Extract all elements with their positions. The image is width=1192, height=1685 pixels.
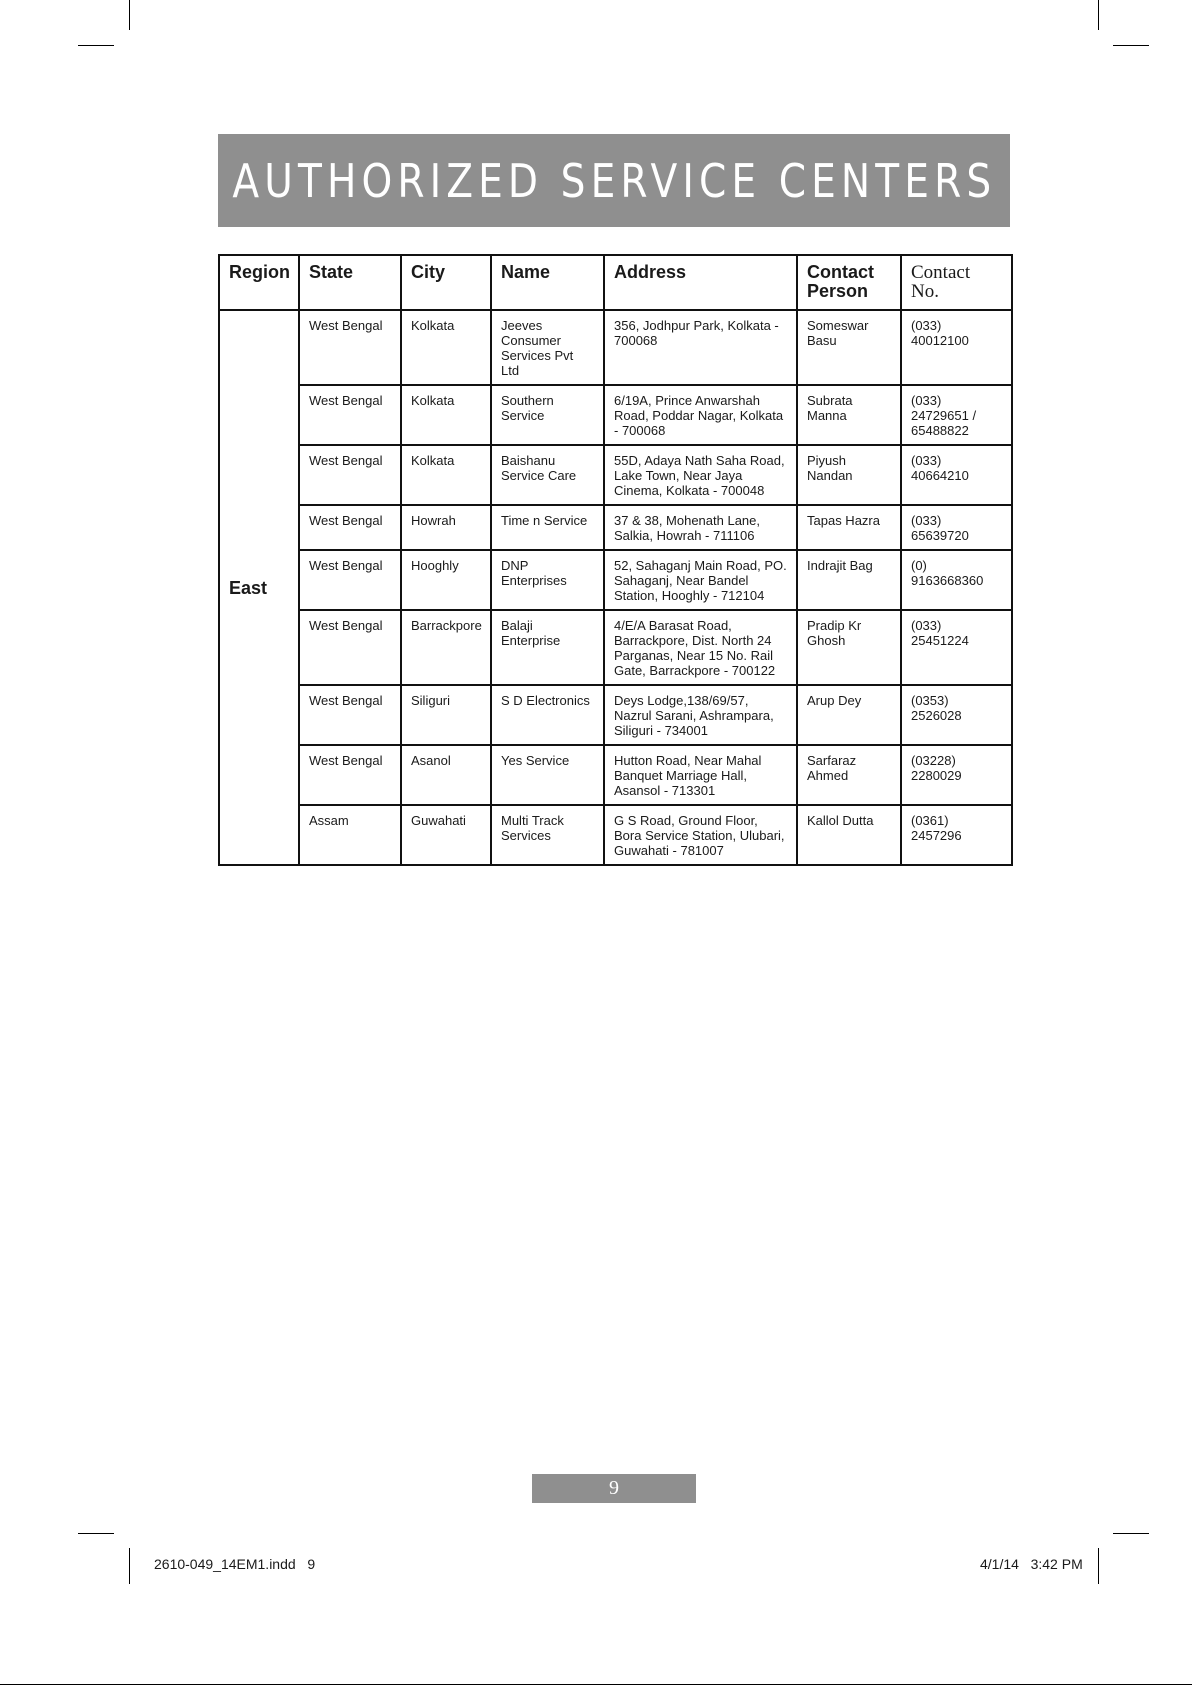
contact-person-cell: Someswar Basu [797, 310, 901, 385]
name-cell: Multi Track Services [491, 805, 604, 865]
city-cell: Barrackpore [401, 610, 491, 685]
state-cell: West Bengal [299, 445, 401, 505]
name-cell: Jeeves Consumer Services Pvt Ltd [491, 310, 604, 385]
contact-no-cell: (0361) 2457296 [901, 805, 1012, 865]
contact-person-cell: Indrajit Bag [797, 550, 901, 610]
contact-no-cell: (033) 25451224 [901, 610, 1012, 685]
contact-person-cell: Arup Dey [797, 685, 901, 745]
name-cell: Time n Service [491, 505, 604, 550]
contact-person-cell: Subrata Manna [797, 385, 901, 445]
city-cell: Asanol [401, 745, 491, 805]
page-number: 9 [532, 1474, 696, 1503]
state-cell: West Bengal [299, 745, 401, 805]
crop-mark [1098, 1548, 1099, 1584]
footer-file-slug: 2610-049_14EM1.indd 9 [154, 1556, 316, 1572]
contact-no-cell: (0) 9163668360 [901, 550, 1012, 610]
crop-mark [78, 45, 114, 46]
page-title: AUTHORIZED SERVICE CENTERS [232, 153, 996, 208]
header-name: Name [491, 255, 604, 310]
contact-person-cell: Kallol Dutta [797, 805, 901, 865]
table-row [219, 610, 1012, 685]
name-cell: Balaji Enterprise [491, 610, 604, 685]
crop-mark [1113, 1533, 1149, 1534]
address-cell: G S Road, Ground Floor, Bora Service Station, Ulubari, Guwahati - 781007 [604, 805, 797, 865]
contact-no-cell: (033) 40012100 [901, 310, 1012, 385]
address-cell: 6/19A, Prince Anwarshah Road, Poddar Nagar, Kolkata - 700068 [604, 385, 797, 445]
address-cell: 356, Jodhpur Park, Kolkata - 700068 [604, 310, 797, 385]
contact-person-cell: Piyush Nandan [797, 445, 901, 505]
city-cell: Guwahati [401, 805, 491, 865]
table-row [219, 685, 1012, 745]
city-cell: Kolkata [401, 310, 491, 385]
contact-no-cell: (033) 24729651 / 65488822 [901, 385, 1012, 445]
table-row [219, 805, 1012, 865]
address-cell: 37 & 38, Mohenath Lane, Salkia, Howrah - 711106 [604, 505, 797, 550]
table-row [219, 385, 1012, 445]
name-cell: S D Electronics [491, 685, 604, 745]
table-row [219, 445, 1012, 505]
header-city: City [401, 255, 491, 310]
contact-no-cell: (033) 65639720 [901, 505, 1012, 550]
address-cell: 4/E/A Barasat Road, Barrackpore, Dist. North 24 Parganas, Near 15 No. Rail Gate, Barrackpore - 700122 [604, 610, 797, 685]
header-contact-person: Contact Person [797, 255, 901, 310]
state-cell: West Bengal [299, 550, 401, 610]
state-cell: West Bengal [299, 385, 401, 445]
name-cell: DNP Enterprises [491, 550, 604, 610]
name-cell: Baishanu Service Care [491, 445, 604, 505]
header-contact-no: Contact No. [901, 255, 1012, 310]
state-cell: Assam [299, 805, 401, 865]
table-row [219, 310, 1012, 385]
crop-mark [1098, 0, 1099, 30]
contact-person-cell: Pradip Kr Ghosh [797, 610, 901, 685]
contact-no-cell: (03228) 2280029 [901, 745, 1012, 805]
state-cell: West Bengal [299, 610, 401, 685]
table-header-row [219, 255, 1012, 310]
crop-mark [78, 1533, 114, 1534]
address-cell: Deys Lodge,138/69/57, Nazrul Sarani, Ashrampara, Siliguri - 734001 [604, 685, 797, 745]
crop-mark [129, 1548, 130, 1584]
crop-mark [1113, 45, 1149, 46]
city-cell: Howrah [401, 505, 491, 550]
header-address: Address [604, 255, 797, 310]
state-cell: West Bengal [299, 310, 401, 385]
contact-no-cell: (033) 40664210 [901, 445, 1012, 505]
city-cell: Hooghly [401, 550, 491, 610]
city-cell: Kolkata [401, 445, 491, 505]
address-cell: 52, Sahaganj Main Road, PO. Sahaganj, Near Bandel Station, Hooghly - 712104 [604, 550, 797, 610]
city-cell: Siliguri [401, 685, 491, 745]
table-row [219, 505, 1012, 550]
address-cell: 55D, Adaya Nath Saha Road, Lake Town, Near Jaya Cinema, Kolkata - 700048 [604, 445, 797, 505]
contact-person-cell: Sarfaraz Ahmed [797, 745, 901, 805]
address-cell: Hutton Road, Near Mahal Banquet Marriage Hall, Asansol - 713301 [604, 745, 797, 805]
name-cell: Southern Service [491, 385, 604, 445]
contact-no-cell: (0353) 2526028 [901, 685, 1012, 745]
table-row [219, 745, 1012, 805]
service-centers-table [218, 254, 1013, 866]
state-cell: West Bengal [299, 505, 401, 550]
header-state: State [299, 255, 401, 310]
table-row [219, 550, 1012, 610]
state-cell: West Bengal [299, 685, 401, 745]
city-cell: Kolkata [401, 385, 491, 445]
region-cell: East [219, 310, 299, 865]
crop-mark [129, 0, 130, 30]
name-cell: Yes Service [491, 745, 604, 805]
footer-timestamp: 4/1/14 3:42 PM [980, 1556, 1083, 1572]
title-banner [218, 134, 1010, 227]
header-region: Region [219, 255, 299, 310]
contact-person-cell: Tapas Hazra [797, 505, 901, 550]
